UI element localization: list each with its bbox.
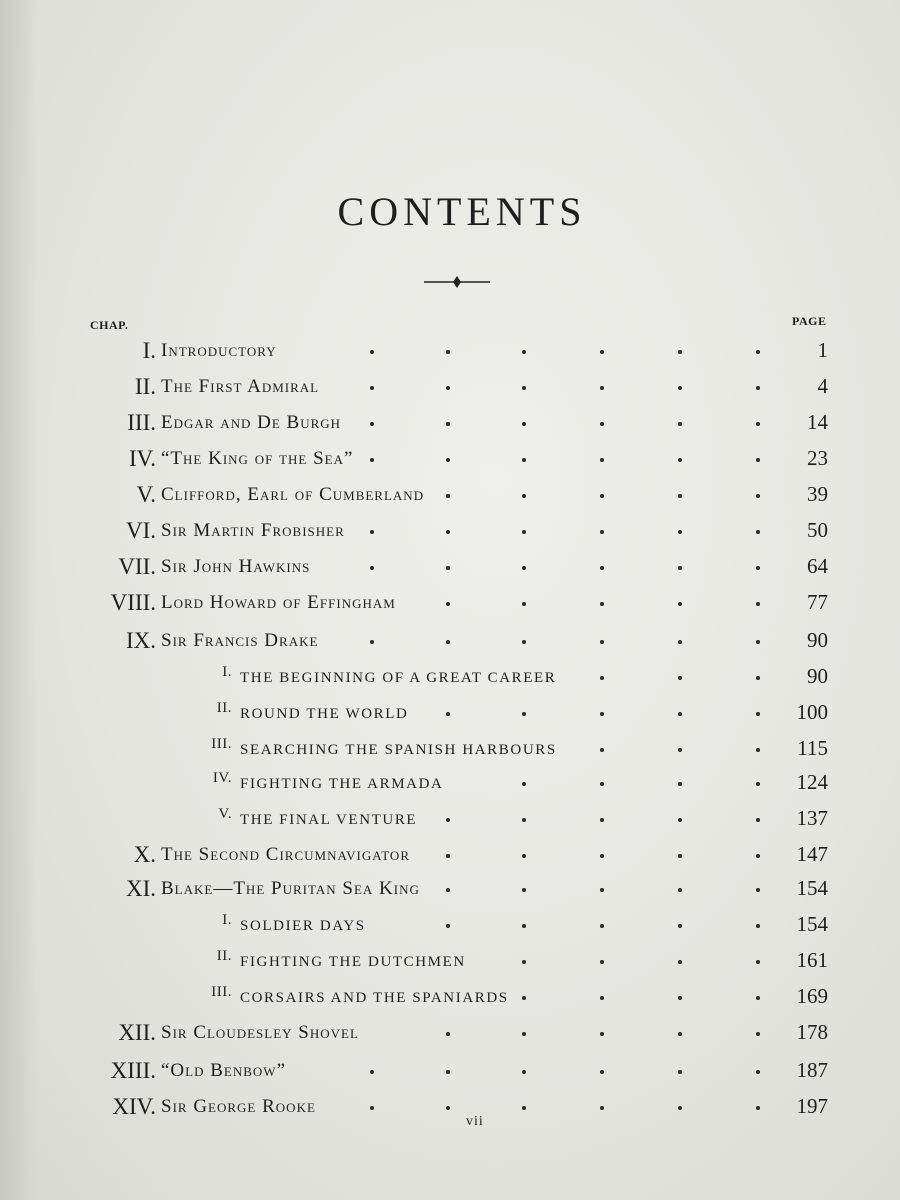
toc-entry bbox=[0, 446, 900, 476]
leader-dot bbox=[600, 530, 604, 534]
toc-subentry bbox=[0, 700, 900, 730]
leader-dot bbox=[446, 494, 450, 498]
leader-dot bbox=[446, 888, 450, 892]
toc-subentry bbox=[0, 806, 900, 836]
leader-dot bbox=[756, 818, 760, 822]
leader-dot bbox=[756, 1106, 760, 1110]
dot-leaders bbox=[0, 458, 760, 468]
leader-dot bbox=[600, 748, 604, 752]
dot-leaders bbox=[0, 712, 760, 722]
leader-dot bbox=[522, 350, 526, 354]
dot-leaders bbox=[0, 748, 760, 758]
leader-dot bbox=[756, 1070, 760, 1074]
leader-dot bbox=[678, 602, 682, 606]
leader-dot bbox=[678, 350, 682, 354]
leader-dot bbox=[522, 494, 526, 498]
leader-dot bbox=[678, 458, 682, 462]
leader-dot bbox=[600, 712, 604, 716]
toc-subentry bbox=[0, 770, 900, 800]
leader-dot bbox=[600, 854, 604, 858]
leader-dot bbox=[370, 422, 374, 426]
leader-dot bbox=[446, 386, 450, 390]
toc-entry-title: Sir John Hawkins bbox=[161, 556, 311, 577]
leader-dot bbox=[600, 566, 604, 570]
dot-leaders bbox=[0, 640, 760, 650]
leader-dot bbox=[370, 1106, 374, 1110]
toc-entry-page: 161 bbox=[796, 948, 828, 972]
leader-dot bbox=[522, 712, 526, 716]
toc-entry-title: THE BEGINNING OF A GREAT CAREER bbox=[240, 670, 557, 686]
toc-entry bbox=[0, 1020, 900, 1050]
dot-leaders bbox=[0, 566, 760, 576]
toc-entry-title: Sir Francis Drake bbox=[161, 630, 319, 651]
toc-entry-title: The First Admiral bbox=[161, 376, 320, 397]
dot-leaders bbox=[0, 530, 760, 540]
toc-subentry bbox=[0, 984, 900, 1014]
toc-entry bbox=[0, 482, 900, 512]
toc-entry-title: Sir Martin Frobisher bbox=[161, 520, 345, 541]
leader-dot bbox=[522, 854, 526, 858]
toc-entry-page: 14 bbox=[807, 410, 828, 434]
toc-entry-title: Blake—The Puritan Sea King bbox=[161, 878, 420, 899]
toc-entry-page: 100 bbox=[796, 700, 828, 724]
leader-dot bbox=[446, 422, 450, 426]
dot-leaders bbox=[0, 782, 760, 792]
toc-entry-number: III. bbox=[211, 736, 232, 752]
leader-dot bbox=[756, 566, 760, 570]
toc-entry-title: Lord Howard of Effingham bbox=[161, 592, 396, 613]
leader-dot bbox=[370, 640, 374, 644]
leader-dot bbox=[446, 350, 450, 354]
leader-dot bbox=[678, 712, 682, 716]
leader-dot bbox=[756, 530, 760, 534]
leader-dot bbox=[446, 530, 450, 534]
leader-dot bbox=[600, 494, 604, 498]
leader-dot bbox=[678, 640, 682, 644]
leader-dot bbox=[370, 386, 374, 390]
toc-entry-page: 178 bbox=[796, 1020, 828, 1044]
toc-entry-number: IX. bbox=[125, 628, 156, 653]
leader-dot bbox=[600, 1070, 604, 1074]
leader-dot bbox=[446, 1070, 450, 1074]
toc-entry bbox=[0, 518, 900, 548]
leader-dot bbox=[678, 748, 682, 752]
leader-dot bbox=[756, 960, 760, 964]
page-column-label: PAGE bbox=[792, 314, 827, 328]
toc-entry-page: 50 bbox=[807, 518, 828, 542]
leader-dot bbox=[756, 640, 760, 644]
leader-dot bbox=[600, 924, 604, 928]
leader-dot bbox=[600, 386, 604, 390]
leader-dot bbox=[522, 422, 526, 426]
leader-dot bbox=[678, 960, 682, 964]
toc-entry-number: VIII. bbox=[110, 590, 156, 615]
toc-entry-number: VII. bbox=[118, 554, 156, 579]
leader-dot bbox=[522, 960, 526, 964]
leader-dot bbox=[756, 924, 760, 928]
dot-leaders bbox=[0, 422, 760, 432]
leader-dot bbox=[756, 350, 760, 354]
leader-dot bbox=[446, 924, 450, 928]
toc-entry-number: VI. bbox=[125, 518, 156, 543]
leader-dot bbox=[678, 566, 682, 570]
leader-dot bbox=[522, 1032, 526, 1036]
leader-dot bbox=[522, 924, 526, 928]
leader-dot bbox=[756, 782, 760, 786]
toc-entry-title: Sir George Rooke bbox=[161, 1096, 316, 1117]
dot-leaders bbox=[0, 1106, 760, 1116]
toc-entry-number: III. bbox=[127, 410, 156, 435]
leader-dot bbox=[522, 566, 526, 570]
leader-dot bbox=[756, 602, 760, 606]
leader-dot bbox=[446, 602, 450, 606]
toc-entry-page: 64 bbox=[807, 554, 828, 578]
toc-entry-title: FIGHTING THE DUTCHMEN bbox=[240, 954, 466, 970]
toc-entry-number: V. bbox=[136, 482, 156, 507]
toc-entry-number: II. bbox=[134, 374, 156, 399]
toc-entry-page: 1 bbox=[817, 338, 828, 362]
toc-entry-title: ROUND THE WORLD bbox=[240, 706, 409, 722]
toc-entry-title: “The King of the Sea” bbox=[161, 448, 354, 469]
leader-dot bbox=[370, 1070, 374, 1074]
leader-dot bbox=[600, 960, 604, 964]
dot-leaders bbox=[0, 602, 760, 612]
toc-entry-page: 154 bbox=[796, 912, 828, 936]
leader-dot bbox=[678, 782, 682, 786]
leader-dot bbox=[522, 1070, 526, 1074]
leader-dot bbox=[756, 494, 760, 498]
leader-dot bbox=[522, 888, 526, 892]
toc-entry-page: 90 bbox=[807, 664, 828, 688]
leader-dot bbox=[522, 386, 526, 390]
toc-entry-page: 124 bbox=[796, 770, 828, 794]
leader-dot bbox=[678, 422, 682, 426]
toc-entry-number: I. bbox=[222, 664, 232, 680]
dot-leaders bbox=[0, 924, 760, 934]
toc-entry-number: XII. bbox=[118, 1020, 156, 1045]
toc-entry-page: 39 bbox=[807, 482, 828, 506]
leader-dot bbox=[678, 854, 682, 858]
toc-entry-title: “Old Benbow” bbox=[161, 1060, 286, 1081]
leader-dot bbox=[678, 1070, 682, 1074]
leader-dot bbox=[756, 422, 760, 426]
toc-entry-page: 147 bbox=[796, 842, 828, 866]
toc-subentry bbox=[0, 948, 900, 978]
dot-leaders bbox=[0, 854, 760, 864]
toc-entry-number: II. bbox=[216, 700, 232, 716]
leader-dot bbox=[678, 1106, 682, 1110]
dot-leaders bbox=[0, 676, 760, 686]
leader-dot bbox=[756, 386, 760, 390]
leader-dot bbox=[756, 1032, 760, 1036]
leader-dot bbox=[756, 854, 760, 858]
toc-entry-page: 77 bbox=[807, 590, 828, 614]
leader-dot bbox=[756, 748, 760, 752]
leader-dot bbox=[370, 350, 374, 354]
toc-entry-title: The Second Circumnavigator bbox=[161, 844, 410, 865]
leader-dot bbox=[678, 530, 682, 534]
toc-entry-page: 4 bbox=[817, 374, 828, 398]
toc-entry-title: SEARCHING THE SPANISH HARBOURS bbox=[240, 742, 557, 758]
leader-dot bbox=[446, 818, 450, 822]
leader-dot bbox=[756, 888, 760, 892]
ornament-divider-icon bbox=[424, 275, 490, 289]
toc-entry bbox=[0, 1094, 900, 1124]
leader-dot bbox=[600, 422, 604, 426]
toc-entry bbox=[0, 590, 900, 620]
leader-dot bbox=[756, 676, 760, 680]
toc-entry bbox=[0, 876, 900, 906]
toc-entry-title: THE FINAL VENTURE bbox=[240, 812, 418, 828]
leader-dot bbox=[446, 1106, 450, 1110]
toc-entry-number: IV. bbox=[128, 446, 156, 471]
page-folio: vii bbox=[466, 1114, 484, 1129]
toc-entry-number: XI. bbox=[125, 876, 156, 901]
toc-entry-page: 90 bbox=[807, 628, 828, 652]
page-title: CONTENTS bbox=[337, 189, 587, 234]
toc-entry bbox=[0, 628, 900, 658]
toc-entry bbox=[0, 410, 900, 440]
toc-entry bbox=[0, 554, 900, 584]
dot-leaders bbox=[0, 1070, 760, 1080]
toc-entry-title: Introductory bbox=[161, 340, 277, 361]
toc-entry-page: 23 bbox=[807, 446, 828, 470]
toc-entry-title: Clifford, Earl of Cumberland bbox=[161, 484, 425, 505]
toc-entry-title: FIGHTING THE ARMADA bbox=[240, 776, 444, 792]
leader-dot bbox=[446, 458, 450, 462]
leader-dot bbox=[522, 1106, 526, 1110]
leader-dot bbox=[446, 712, 450, 716]
leader-dot bbox=[678, 996, 682, 1000]
toc-entry-number: XIV. bbox=[112, 1094, 156, 1119]
dot-leaders bbox=[0, 888, 760, 898]
toc-entry-number: IV. bbox=[212, 770, 232, 786]
toc-entry-number: II. bbox=[216, 948, 232, 964]
leader-dot bbox=[600, 676, 604, 680]
leader-dot bbox=[522, 782, 526, 786]
leader-dot bbox=[370, 458, 374, 462]
leader-dot bbox=[446, 640, 450, 644]
leader-dot bbox=[522, 996, 526, 1000]
toc-entry bbox=[0, 1058, 900, 1088]
toc-entry-title: CORSAIRS AND THE SPANIARDS bbox=[240, 990, 509, 1006]
dot-leaders bbox=[0, 960, 760, 970]
leader-dot bbox=[522, 458, 526, 462]
leader-dot bbox=[600, 996, 604, 1000]
dot-leaders bbox=[0, 350, 760, 360]
leader-dot bbox=[600, 818, 604, 822]
leader-dot bbox=[678, 818, 682, 822]
toc-entry-number: I. bbox=[222, 912, 232, 928]
chapter-column-label: CHAP. bbox=[90, 318, 129, 332]
toc-entry-page: 187 bbox=[796, 1058, 828, 1082]
leader-dot bbox=[600, 888, 604, 892]
toc-entry-page: 154 bbox=[796, 876, 828, 900]
leader-dot bbox=[600, 602, 604, 606]
leader-dot bbox=[756, 458, 760, 462]
toc-entry-title: Sir Cloudesley Shovel bbox=[161, 1022, 359, 1043]
leader-dot bbox=[678, 676, 682, 680]
leader-dot bbox=[522, 530, 526, 534]
leader-dot bbox=[522, 818, 526, 822]
leader-dot bbox=[600, 1106, 604, 1110]
leader-dot bbox=[522, 602, 526, 606]
dot-leaders bbox=[0, 494, 760, 504]
dot-leaders bbox=[0, 386, 760, 396]
toc-entry bbox=[0, 374, 900, 404]
leader-dot bbox=[678, 888, 682, 892]
leader-dot bbox=[600, 782, 604, 786]
leader-dot bbox=[600, 458, 604, 462]
toc-entry-page: 197 bbox=[796, 1094, 828, 1118]
toc-entry-number: V. bbox=[218, 806, 232, 822]
toc-entry-page: 115 bbox=[797, 736, 828, 760]
toc-entry-page: 169 bbox=[796, 984, 828, 1008]
toc-entry-title: SOLDIER DAYS bbox=[240, 918, 366, 934]
leader-dot bbox=[600, 640, 604, 644]
leader-dot bbox=[600, 1032, 604, 1036]
leader-dot bbox=[678, 494, 682, 498]
leader-dot bbox=[446, 1032, 450, 1036]
dot-leaders bbox=[0, 818, 760, 828]
toc-entry bbox=[0, 842, 900, 872]
leader-dot bbox=[678, 386, 682, 390]
toc-entry-title: Edgar and De Burgh bbox=[161, 412, 342, 433]
toc-entry-number: I. bbox=[142, 338, 156, 363]
leader-dot bbox=[370, 566, 374, 570]
leader-dot bbox=[446, 854, 450, 858]
leader-dot bbox=[522, 640, 526, 644]
leader-dot bbox=[370, 530, 374, 534]
toc-entry-number: X. bbox=[133, 842, 156, 867]
toc-entry bbox=[0, 338, 900, 368]
leader-dot bbox=[678, 1032, 682, 1036]
toc-entry-number: III. bbox=[211, 984, 232, 1000]
leader-dot bbox=[756, 712, 760, 716]
toc-subentry bbox=[0, 736, 900, 766]
toc-subentry bbox=[0, 912, 900, 942]
leader-dot bbox=[756, 996, 760, 1000]
leader-dot bbox=[600, 350, 604, 354]
leader-dot bbox=[446, 566, 450, 570]
dot-leaders bbox=[0, 996, 760, 1006]
leader-dot bbox=[678, 924, 682, 928]
toc-subentry bbox=[0, 664, 900, 694]
toc-entry-number: XIII. bbox=[110, 1058, 156, 1083]
dot-leaders bbox=[0, 1032, 760, 1042]
toc-entry-page: 137 bbox=[796, 806, 828, 830]
